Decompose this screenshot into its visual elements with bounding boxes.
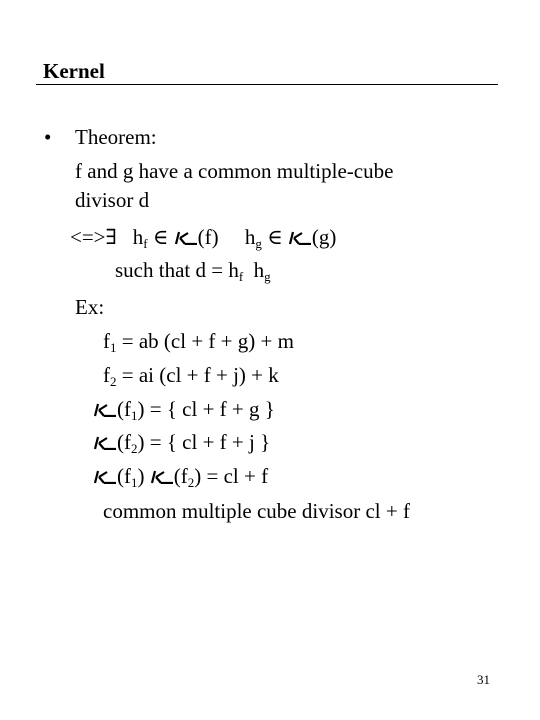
kernel-icon bbox=[93, 403, 117, 417]
element-of-symbol: ∈ bbox=[267, 225, 283, 249]
f2-definition: $f_2$ = ai (cl + f + j) + k bbox=[103, 363, 279, 389]
kernel-icon bbox=[288, 231, 312, 245]
bullet: • bbox=[44, 125, 52, 149]
iff-line: <=>∃ $h_f$ ∈ (f) $h_g$ ∈ (g) bbox=[70, 225, 337, 251]
page-number: 31 bbox=[477, 672, 490, 687]
theorem-label: Theorem: bbox=[75, 125, 157, 149]
kernel-intersection: $(f_1)$ $(f_2)$ = cl + f bbox=[93, 463, 268, 490]
conclusion-line: common multiple cube divisor cl + f bbox=[103, 499, 410, 523]
exists-symbol: ∃ bbox=[105, 225, 117, 249]
kernel-icon bbox=[150, 470, 174, 484]
kernel-f1: $(f_1)$ = { cl + f + g } bbox=[93, 396, 275, 422]
kernel-icon bbox=[93, 436, 117, 450]
kernel-f2: $(f_2)$ = { cl + f + j } bbox=[93, 429, 270, 455]
kernel-icon bbox=[93, 470, 117, 484]
such-that-line: such that $d = h_f$ $h_g$ bbox=[115, 258, 271, 284]
theorem-line-2: divisor d bbox=[75, 188, 150, 212]
f1-definition: $f_1$ = ab (cl + f + g) + m bbox=[103, 329, 294, 355]
theorem-line-1: f and g have a common multiple-cube bbox=[75, 159, 394, 183]
slide-title: Kernel bbox=[43, 59, 105, 83]
kernel-icon bbox=[174, 231, 198, 245]
element-of-symbol: ∈ bbox=[152, 225, 169, 249]
iff-symbol: <=> bbox=[70, 225, 106, 249]
example-label: Ex: bbox=[75, 295, 105, 319]
title-underline bbox=[36, 84, 498, 85]
